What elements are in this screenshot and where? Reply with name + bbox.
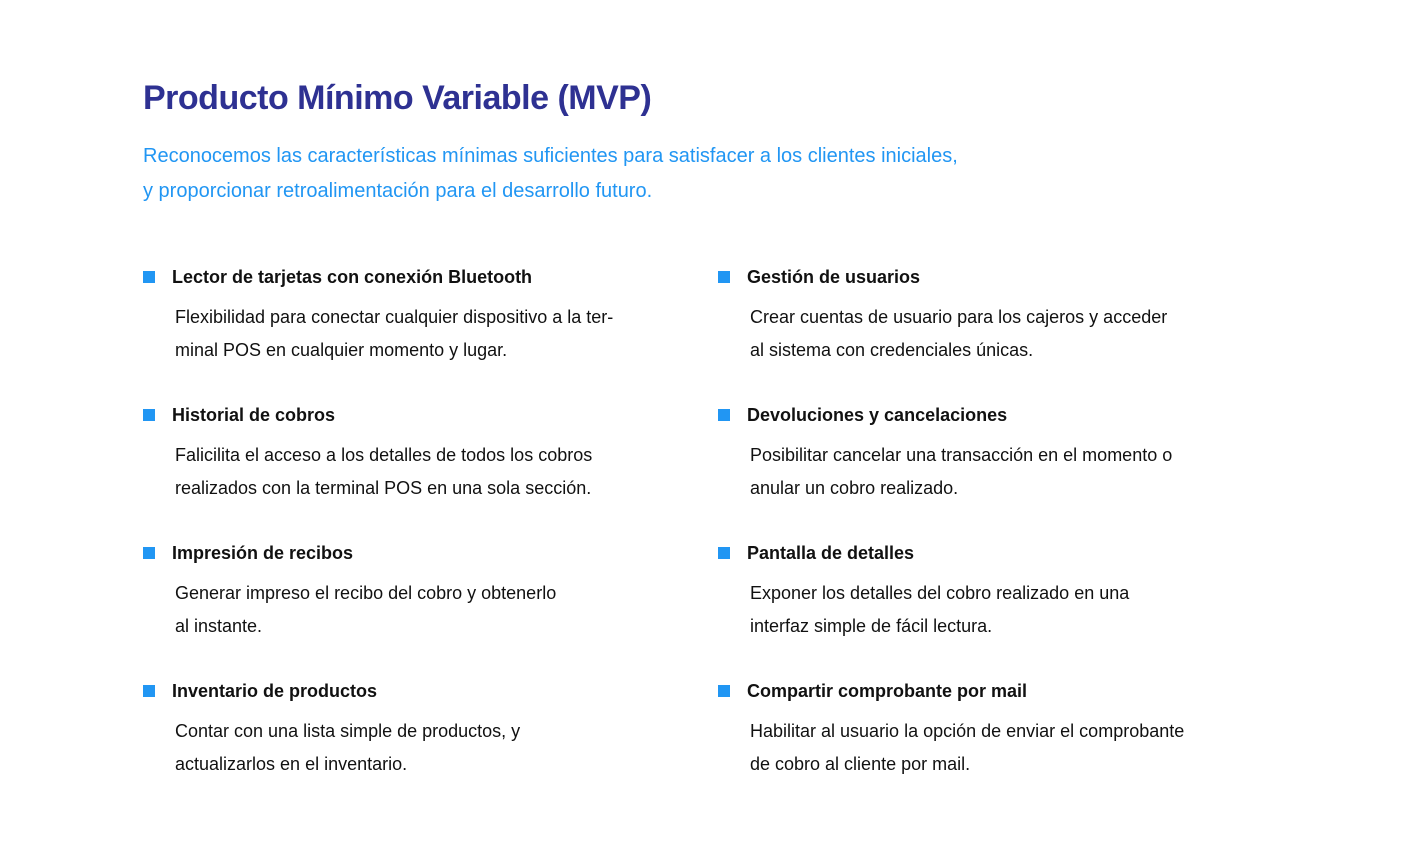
feature-content: [747, 403, 1318, 504]
feature-title: Pantalla de detalles: [747, 543, 915, 564]
feature-item-historial-cobros: [143, 403, 718, 504]
feature-item-devoluciones-cancelaciones: [718, 403, 1318, 504]
feature-description: [172, 439, 718, 504]
feature-description-line: Exponer los detalles del cobro realizado en una: [750, 583, 1130, 604]
feature-description-line: Generar impreso el recibo del cobro y obtenerlo: [175, 583, 557, 604]
feature-column-left: [143, 265, 718, 817]
page-subtitle-line-2: y proporcionar retroalimentación para el desarrollo futuro.: [143, 180, 653, 203]
page-subtitle-line-1: Reconocemos las características mínimas suficientes para satisfacer a los clientes iniciales,: [143, 145, 958, 168]
page-subtitle: [143, 139, 1401, 209]
feature-description-line: Posibilitar cancelar una transacción en el momento o: [750, 445, 1173, 466]
feature-description-line: al sistema con credenciales únicas.: [750, 339, 1034, 360]
feature-description: [747, 577, 1318, 642]
feature-description-line: minal POS en cualquier momento y lugar.: [175, 339, 508, 360]
square-bullet-icon: [718, 547, 730, 559]
feature-description-line: anular un cobro realizado.: [750, 477, 959, 498]
feature-description-line: interfaz simple de fácil lectura.: [750, 615, 993, 636]
square-bullet-icon: [143, 547, 155, 559]
feature-item-compartir-comprobante: [718, 679, 1318, 780]
feature-description: [172, 715, 718, 780]
feature-title: Lector de tarjetas con conexión Bluetooth: [172, 267, 533, 288]
feature-title: Historial de cobros: [172, 405, 336, 426]
feature-content: [172, 265, 718, 366]
feature-description-line: al instante.: [175, 615, 263, 636]
feature-description-line: Contar con una lista simple de productos, y: [175, 721, 521, 742]
square-bullet-icon: [718, 409, 730, 421]
feature-item-lector-tarjetas: [143, 265, 718, 366]
feature-description-line: Falicilita el acceso a los detalles de todos los cobros: [175, 445, 593, 466]
feature-title: Impresión de recibos: [172, 543, 354, 564]
feature-title: Compartir comprobante por mail: [747, 681, 1028, 702]
feature-content: [172, 403, 718, 504]
page-title: Producto Mínimo Variable (MVP): [143, 79, 652, 117]
feature-content: [747, 679, 1318, 780]
feature-content: [747, 265, 1318, 366]
feature-content: [172, 679, 718, 780]
feature-title: Gestión de usuarios: [747, 267, 921, 288]
square-bullet-icon: [718, 685, 730, 697]
feature-description: [747, 301, 1318, 366]
feature-content: [747, 541, 1318, 642]
square-bullet-icon: [143, 685, 155, 697]
feature-description: [747, 439, 1318, 504]
feature-item-impresion-recibos: [143, 541, 718, 642]
feature-description: [172, 577, 718, 642]
feature-grid: [143, 265, 1401, 817]
feature-description-line: Flexibilidad para conectar cualquier dispositivo a la ter-: [175, 307, 614, 328]
feature-item-inventario-productos: [143, 679, 718, 780]
feature-description-line: realizados con la terminal POS en una sola sección.: [175, 477, 592, 498]
feature-description-line: de cobro al cliente por mail.: [750, 753, 971, 774]
square-bullet-icon: [143, 271, 155, 283]
feature-content: [172, 541, 718, 642]
feature-description: [172, 301, 718, 366]
feature-description: [747, 715, 1318, 780]
feature-title: Devoluciones y cancelaciones: [747, 405, 1008, 426]
feature-description-line: actualizarlos en el inventario.: [175, 753, 408, 774]
feature-description-line: Habilitar al usuario la opción de enviar el comprobante: [750, 721, 1185, 742]
square-bullet-icon: [143, 409, 155, 421]
feature-title: Inventario de productos: [172, 681, 378, 702]
feature-description-line: Crear cuentas de usuario para los cajeros y acceder: [750, 307, 1168, 328]
feature-item-gestion-usuarios: [718, 265, 1318, 366]
feature-item-pantalla-detalles: [718, 541, 1318, 642]
square-bullet-icon: [718, 271, 730, 283]
feature-column-right: [718, 265, 1318, 817]
